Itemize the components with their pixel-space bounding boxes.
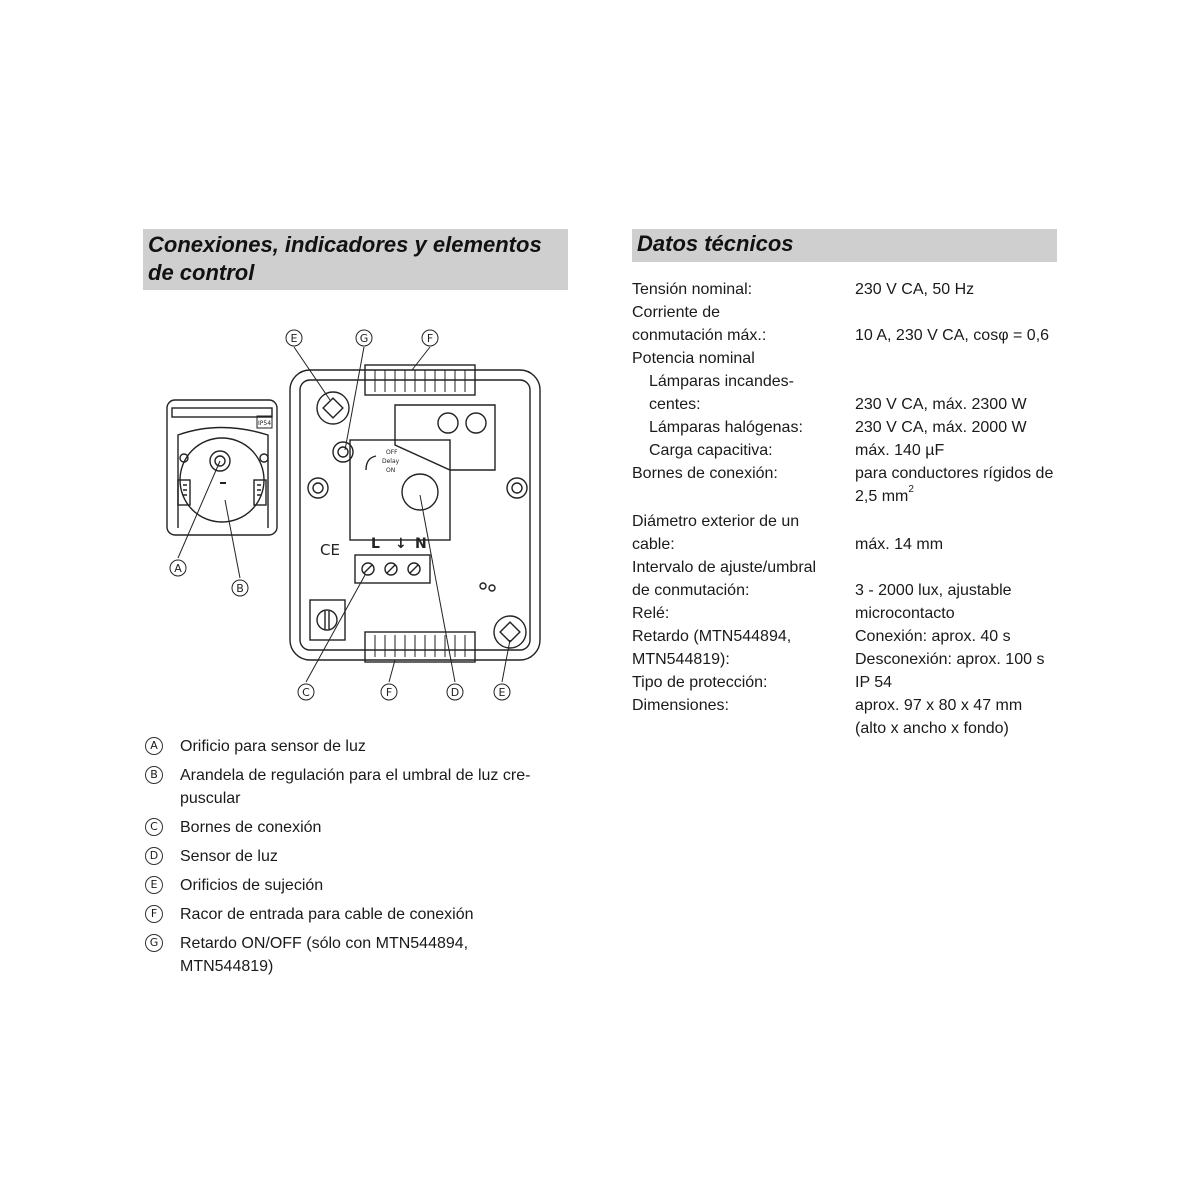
spec-value xyxy=(855,694,1062,740)
legend-letter-f: F xyxy=(145,905,163,923)
spec-value-text: 3 - 2000 lux, ajustable xyxy=(855,582,1012,599)
legend-item xyxy=(143,845,583,868)
spec-label: Dimensiones: xyxy=(632,697,729,714)
legend-letter-c: C xyxy=(145,818,163,836)
legend-letter-e: E xyxy=(145,876,163,894)
spec-value-text: 230 V CA, 50 Hz xyxy=(855,281,975,298)
spec-row xyxy=(632,347,1062,370)
spec-label: Bornes de conexión: xyxy=(632,465,778,482)
terminal-label-earth: ↓ xyxy=(395,536,407,552)
spec-label: Lámparas incandes- centes: xyxy=(649,373,794,413)
spec-label: Tipo de protección: xyxy=(632,674,768,691)
legend-item xyxy=(143,903,583,926)
callout-letters xyxy=(170,330,510,700)
spec-row xyxy=(632,671,1062,694)
legend-list xyxy=(143,735,583,984)
spec-label: Relé: xyxy=(632,605,670,622)
legend-letter-a: A xyxy=(145,737,163,755)
dial-label-off: OFF xyxy=(386,449,398,456)
legend-item xyxy=(143,932,583,978)
spec-value xyxy=(855,508,1062,556)
device-open-view xyxy=(290,365,540,662)
spec-value xyxy=(855,602,1062,625)
device-diagram xyxy=(150,320,570,712)
technical-data-table xyxy=(632,278,1062,740)
spec-value-text: 10 A, 230 V CA, cosφ = 0,6 xyxy=(855,327,1050,344)
spec-value-text: 230 V CA, máx. 2000 W xyxy=(855,419,1027,436)
callout-letter-f: F xyxy=(385,686,393,699)
spec-label: Diámetro exterior de un cable: xyxy=(632,513,800,553)
spec-row xyxy=(632,439,1062,462)
legend-item xyxy=(143,816,583,839)
device-front-view xyxy=(167,400,277,535)
spec-value xyxy=(855,462,1062,508)
callout-letter-e: E xyxy=(290,332,298,345)
spec-value xyxy=(855,347,1062,370)
legend-letter-d: D xyxy=(145,847,163,865)
spec-value-text: microcontacto xyxy=(855,605,955,622)
spec-row xyxy=(632,416,1062,439)
callout-letter-b: B xyxy=(236,582,244,595)
spec-value-text: aprox. 97 x 80 x 47 mm (alto x ancho x fondo) xyxy=(855,697,1023,737)
callout-letter-a: A xyxy=(174,562,182,575)
spec-row xyxy=(632,556,1062,602)
legend-letter-g: G xyxy=(145,934,163,952)
spec-row xyxy=(632,301,1062,347)
callout-letter-c: C xyxy=(302,686,310,699)
legend-text: Racor de entrada para cable de conexión xyxy=(180,906,474,923)
heading-line-2: de control xyxy=(148,260,255,285)
callout-letter-f: F xyxy=(426,332,434,345)
terminal-label-n: N xyxy=(415,536,427,552)
legend-item xyxy=(143,735,583,758)
spec-value-text: Conexión: aprox. 40 s Desconexión: aprox. 100 s xyxy=(855,628,1045,668)
ip-label: IP54 xyxy=(258,420,272,427)
legend-item xyxy=(143,874,583,897)
legend-text: Arandela de regulación para el umbral de luz cre- puscular xyxy=(180,767,531,807)
spec-value xyxy=(855,439,1062,462)
spec-value-text: IP 54 xyxy=(855,674,893,691)
legend-text: Orificio para sensor de luz xyxy=(180,738,366,755)
heading-line-1: Conexiones, indicadores y elementos xyxy=(148,232,542,257)
heading-text: Datos técnicos xyxy=(637,231,794,256)
spec-label: Intervalo de ajuste/umbral de conmutación: xyxy=(632,559,817,599)
spec-label: Potencia nominal xyxy=(632,350,755,367)
spec-value xyxy=(855,416,1062,439)
callout-letter-g: G xyxy=(359,332,369,345)
spec-label: Retardo (MTN544894, MTN544819): xyxy=(632,628,792,668)
spec-value-text: para conductores rígidos de 2,5 mm xyxy=(855,465,1054,505)
spec-row xyxy=(632,625,1062,671)
spec-value xyxy=(855,671,1062,694)
legend-text: Orificios de sujeción xyxy=(180,877,324,894)
spec-value xyxy=(855,370,1062,416)
dial-label-on: ON xyxy=(386,467,396,474)
dial-label-delay: Delay xyxy=(382,458,400,465)
spec-label: Lámparas halógenas: xyxy=(649,419,803,436)
terminal-label-l: L xyxy=(371,536,380,552)
spec-value-text: máx. 14 mm xyxy=(855,536,944,553)
callout-letter-e: E xyxy=(498,686,506,699)
spec-value xyxy=(855,625,1062,671)
spec-value xyxy=(855,301,1062,347)
spec-label: Carga capacitiva: xyxy=(649,442,773,459)
spec-value-superscript: 2 xyxy=(908,484,914,495)
spec-row xyxy=(632,462,1062,508)
legend-text: Bornes de conexión xyxy=(180,819,322,836)
ce-mark: CE xyxy=(320,541,340,559)
spec-value-text: 230 V CA, máx. 2300 W xyxy=(855,396,1027,413)
spec-row xyxy=(632,370,1062,416)
spec-value-text: máx. 140 µF xyxy=(855,442,945,459)
spec-row xyxy=(632,278,1062,301)
legend-item xyxy=(143,764,583,810)
spec-value xyxy=(855,278,1062,301)
legend-text: Retardo ON/OFF (sólo con MTN544894, MTN544819) xyxy=(180,935,469,975)
spec-label: Tensión nominal: xyxy=(632,281,753,298)
spec-row xyxy=(632,694,1062,740)
section-heading-technical-data xyxy=(632,229,1057,262)
legend-text: Sensor de luz xyxy=(180,848,278,865)
callout-letter-d: D xyxy=(450,686,460,699)
spec-label: Corriente de conmutación máx.: xyxy=(632,304,767,344)
legend-letter-b: B xyxy=(145,766,163,784)
spec-row xyxy=(632,602,1062,625)
spec-value xyxy=(855,556,1062,602)
section-heading-connections xyxy=(143,229,568,290)
spec-row xyxy=(632,508,1062,556)
